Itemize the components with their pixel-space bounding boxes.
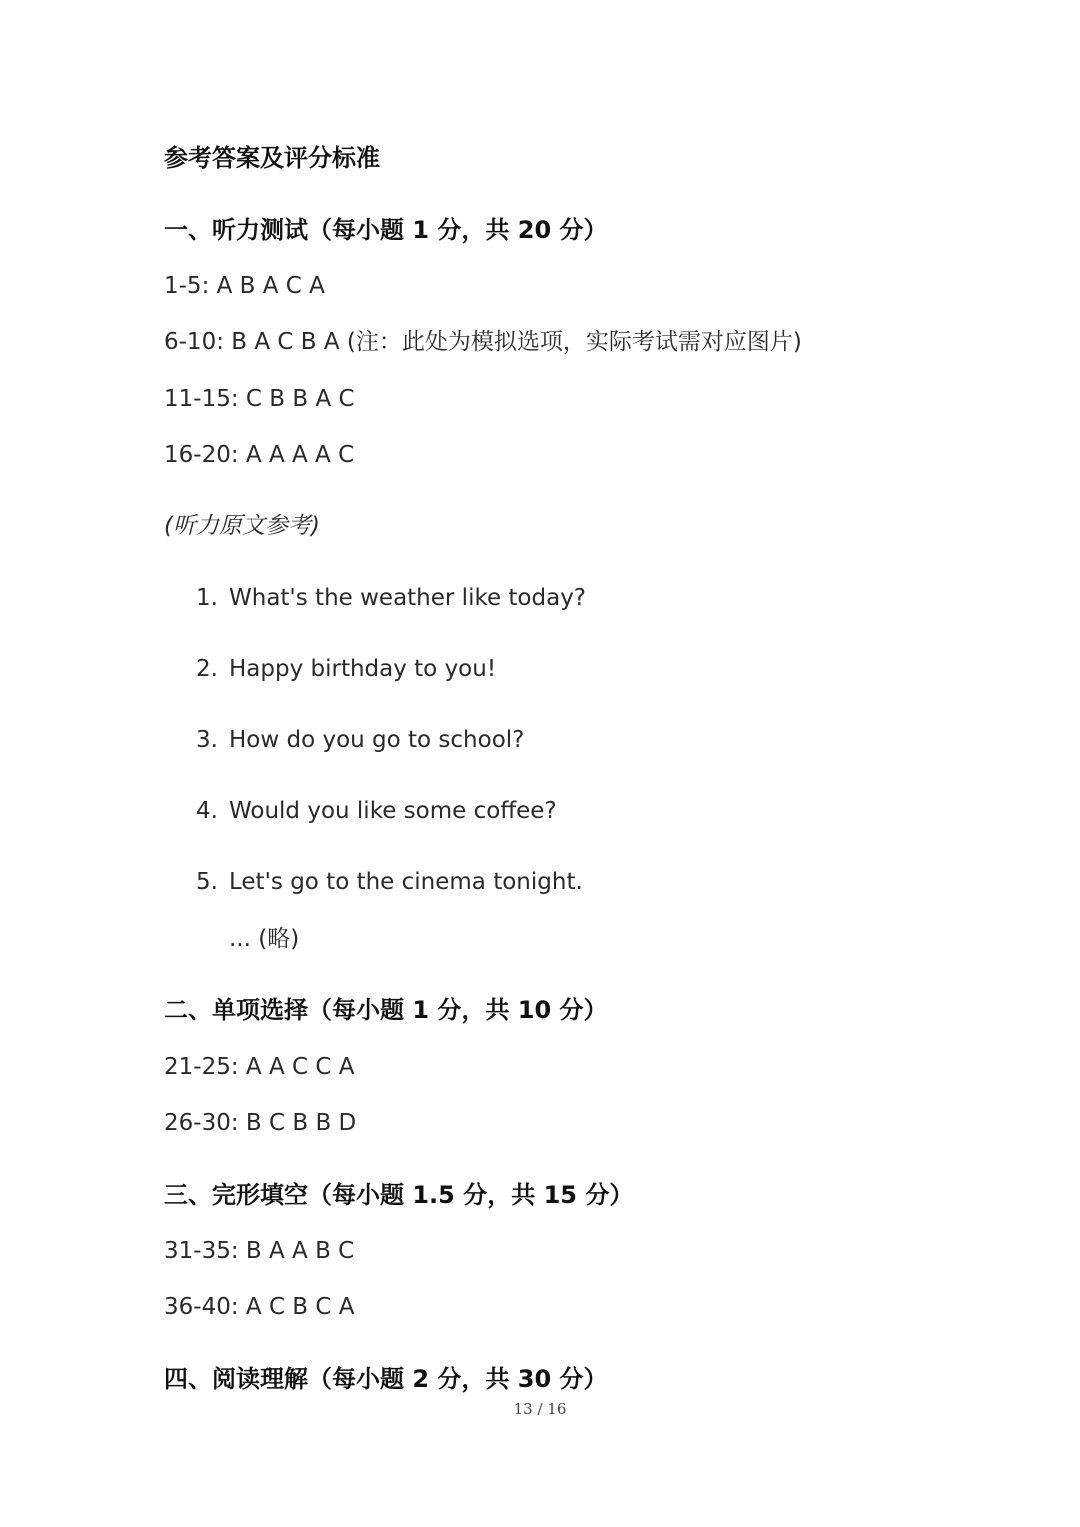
section-heading-reading: 四、阅读理解（每小题 2 分，共 30 分） <box>164 1365 608 1393</box>
answer-line: 16-20: A A A A C <box>164 442 355 468</box>
list-number: 4. <box>196 798 218 824</box>
list-number: 5. <box>196 869 218 895</box>
answer-line: 11-15: C B B A C <box>164 386 355 412</box>
transcript-text: What's the weather like today? <box>229 585 587 611</box>
transcript-item <box>196 871 583 894</box>
transcript-item <box>196 729 524 752</box>
transcript-text: Let's go to the cinema tonight. <box>229 869 583 895</box>
list-number: 3. <box>196 727 218 753</box>
page-number: 13 / 16 <box>513 1400 567 1418</box>
transcript-text: Happy birthday to you! <box>229 656 497 682</box>
section-heading-cloze: 三、完形填空（每小题 1.5 分，共 15 分） <box>164 1181 634 1209</box>
answer-line: 1-5: A B A C A <box>164 273 325 299</box>
page-title: 参考答案及评分标准 <box>164 144 380 172</box>
answer-line: 21-25: A A C C A <box>164 1054 355 1080</box>
transcript-item <box>196 587 586 610</box>
section-heading-listening: 一、听力测试（每小题 1 分，共 20 分） <box>164 216 608 244</box>
answer-line: 36-40: A C B C A <box>164 1294 355 1320</box>
list-number: 2. <box>196 656 218 682</box>
section-heading-single-choice: 二、单项选择（每小题 1 分，共 10 分） <box>164 996 608 1024</box>
transcript-item <box>196 658 496 681</box>
list-number: 1. <box>196 585 218 611</box>
transcript-text: How do you go to school? <box>229 727 525 753</box>
transcript-label: (听力原文参考) <box>164 513 320 539</box>
answer-line: 6-10: B A C B A (注：此处为模拟选项，实际考试需对应图片) <box>164 329 802 355</box>
transcript-text: Would you like some coffee? <box>229 798 557 824</box>
transcript-item <box>196 800 557 823</box>
answer-line: 26-30: B C B B D <box>164 1110 357 1136</box>
omitted-note: ... (略) <box>229 926 300 952</box>
answer-line: 31-35: B A A B C <box>164 1238 355 1264</box>
